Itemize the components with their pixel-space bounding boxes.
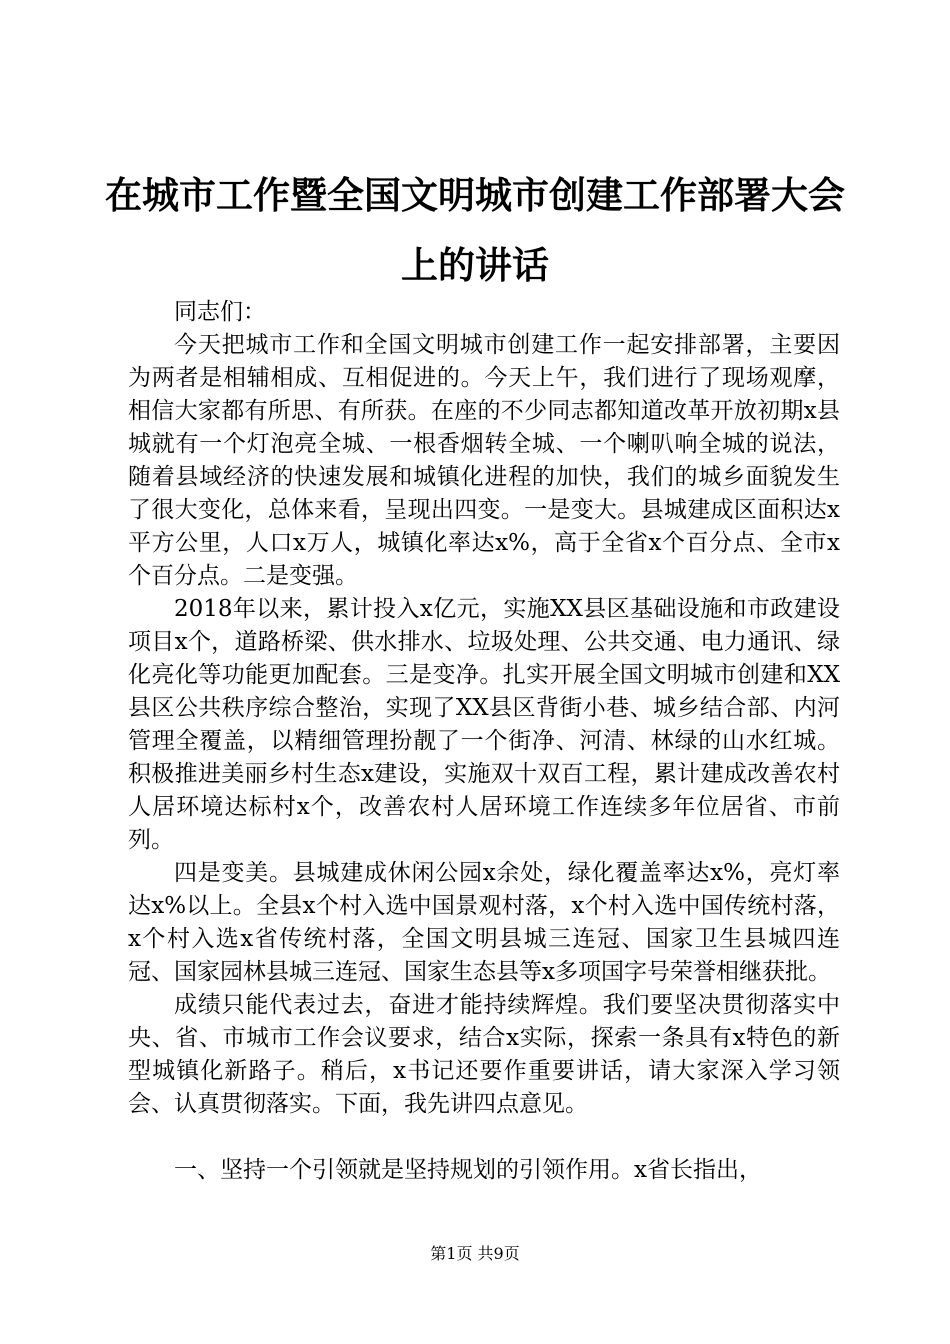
paragraph-4: 成绩只能代表过去，奋进才能持续辉煌。我们要坚决贯彻落实中央、省、市城市工作会议要求，结合x实际，探索一条具有x特色的新型城镇化新路子。稍后，x书记还要作重要讲话，请大家深入学习领会、认真贯彻落实。下面，我先讲四点意见。 [128,992,840,1117]
paragraph-2: 2018年以来，累计投入x亿元，实施XX县区基础设施和市政建设项目x个，道路桥梁、供水排水、垃圾处理、公共交通、电力通讯、绿化亮化等功能更加配套。三是变净。扎实开展全国文明城市创建和XX县区公共秩序综合整治，实现了XX县区背街小巷、城乡结合部、内河管理全覆盖，以精细管理扮靓了一个街净、河清、林绿的山水红城。积极推进美丽乡村生态x建设，实施双十双百工程，累计建成改善农村人居环境达标村x个，改善农村人居环境工作连续多年位居省、市前列。 [128,596,840,853]
salutation: 同志们： [174,299,266,325]
paragraph-1: 今天把城市工作和全国文明城市创建工作一起安排部署，主要因为两者是相辅相成、互相促进的。今天上午，我们进行了现场观摩，相信大家都有所思、有所获。在座的不少同志都知道改革开放初期x县城就有一个灯泡亮全城、一根香烟转全城、一个喇叭响全城的说法，随着县域经济的快速发展和城镇化进程的加快，我们的城乡面貌发生了很大变化，总体来看，呈现出四变。一是变大。县城建成区面积达x平方公里，人口x万人，城镇化率达x%，高于全省x个百分点、全市x个百分点。二是变强。 [128,332,840,589]
paragraph-5: 一、坚持一个引领就是坚持规划的引领作用。x省长指出， [174,1157,762,1183]
paragraph-3: 四是变美。县城建成休闲公园x余处，绿化覆盖率达x%，亮灯率达x%以上。全县x个村入选中国景观村落，x个村入选中国传统村落，x个村入选x省传统村落，全国文明县城三连冠、国家卫生县城四连冠、国家园林县城三连冠、国家生态县等x多项国字号荣誉相继获批。 [128,860,840,985]
document-body [128,296,840,1187]
page-number-footer: 第1页 共9页 [430,1244,520,1263]
document-title: 在城市工作暨全国文明城市创建工作部署大会上的讲话 [105,173,845,287]
